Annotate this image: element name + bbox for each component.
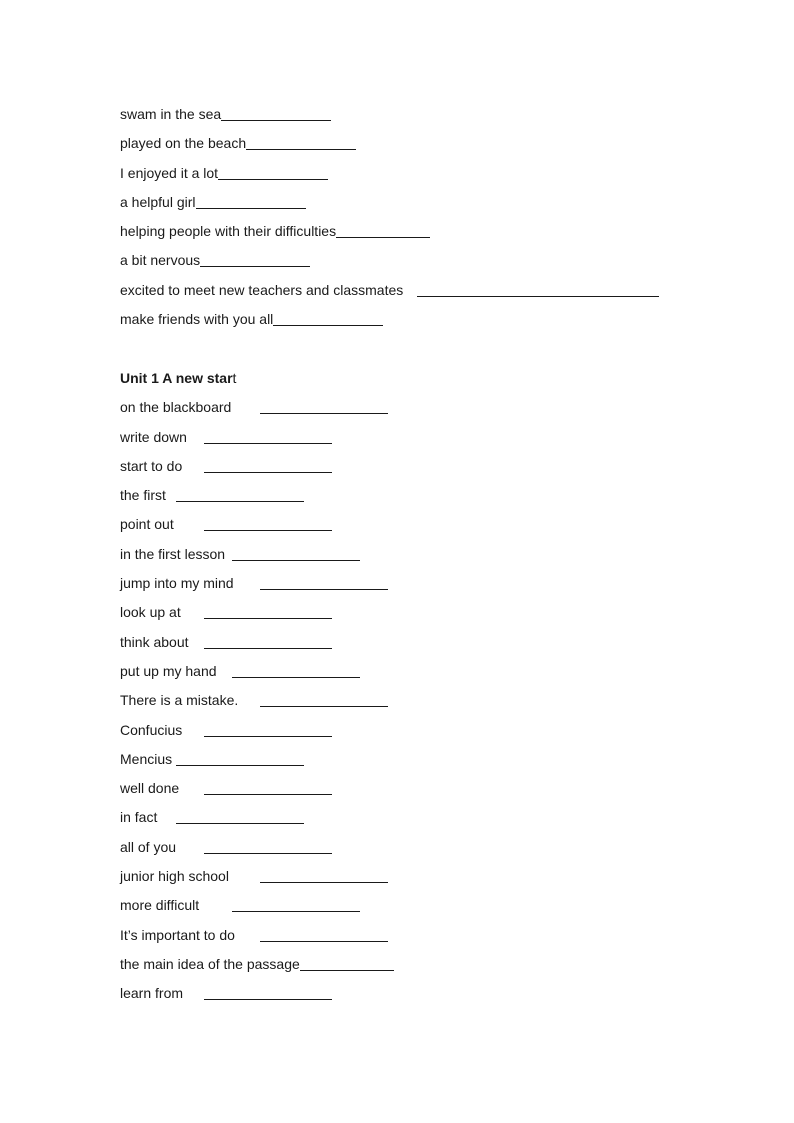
- answer-blank[interactable]: [417, 279, 659, 297]
- list-item: [120, 893, 720, 922]
- list-item: [120, 659, 720, 688]
- phrase-text: write down: [120, 428, 187, 445]
- list-item: [120, 161, 720, 190]
- list-item: [120, 190, 720, 219]
- list-item: [120, 805, 720, 834]
- phrase-list-1: [120, 102, 720, 336]
- phrase-text: in fact: [120, 809, 158, 826]
- list-item: [120, 981, 720, 1010]
- list-item: [120, 923, 720, 952]
- phrase-text: on the blackboard: [120, 399, 232, 416]
- list-item: [120, 131, 720, 160]
- phrase-text: the main idea of the passage: [120, 955, 300, 972]
- answer-blank[interactable]: [260, 396, 388, 414]
- list-item: [120, 512, 720, 541]
- list-item: [120, 688, 720, 717]
- phrase-text: a helpful girl: [120, 193, 196, 210]
- phrase-text: start to do: [120, 457, 183, 474]
- answer-blank[interactable]: [300, 953, 394, 971]
- list-item: [120, 776, 720, 805]
- phrase-text: a bit nervous: [120, 252, 201, 269]
- list-item: [120, 630, 720, 659]
- answer-blank[interactable]: [232, 543, 360, 561]
- list-item: [120, 102, 720, 131]
- phrase-text: helping people with their difficulties: [120, 223, 337, 240]
- answer-blank[interactable]: [260, 572, 388, 590]
- answer-blank[interactable]: [204, 631, 332, 649]
- phrase-text: swam in the sea: [120, 106, 222, 122]
- phrase-text: look up at: [120, 604, 181, 621]
- unit-heading-tail: t: [232, 370, 237, 386]
- list-item: [120, 952, 720, 981]
- answer-blank[interactable]: [204, 455, 332, 473]
- list-item: [120, 864, 720, 893]
- phrase-text: excited to meet new teachers and classmates: [120, 281, 404, 298]
- answer-blank[interactable]: [218, 162, 328, 180]
- phrase-text: There is a mistake.: [120, 692, 239, 709]
- phrase-text: junior high school: [120, 868, 229, 885]
- answer-blank[interactable]: [204, 426, 332, 444]
- phrase-text: It’s important to do: [120, 926, 235, 943]
- list-item: [120, 248, 720, 277]
- list-item: [120, 571, 720, 600]
- list-item: [120, 835, 720, 864]
- answer-blank[interactable]: [176, 748, 304, 766]
- answer-blank[interactable]: [204, 982, 332, 1000]
- answer-blank[interactable]: [176, 806, 304, 824]
- list-item: [120, 278, 720, 307]
- list-item: [120, 600, 720, 629]
- phrase-text: jump into my mind: [120, 575, 234, 592]
- answer-blank[interactable]: [200, 249, 310, 267]
- answer-blank[interactable]: [204, 777, 332, 795]
- phrase-text: put up my hand: [120, 662, 217, 679]
- list-item: [120, 219, 720, 248]
- phrase-text: point out: [120, 516, 174, 533]
- list-item: [120, 483, 720, 512]
- answer-blank[interactable]: [204, 513, 332, 531]
- answer-blank[interactable]: [232, 894, 360, 912]
- unit-1-section: [120, 366, 720, 1011]
- list-item: [120, 454, 720, 483]
- list-item: [120, 542, 720, 571]
- answer-blank[interactable]: [246, 132, 356, 150]
- list-item: [120, 395, 720, 424]
- answer-blank[interactable]: [273, 308, 383, 326]
- phrase-text: the first: [120, 487, 166, 504]
- phrase-text: think about: [120, 633, 189, 650]
- phrase-text: in the first lesson: [120, 545, 226, 562]
- answer-blank[interactable]: [221, 103, 331, 121]
- phrase-text: more difficult: [120, 897, 200, 914]
- list-item: [120, 718, 720, 747]
- answer-blank[interactable]: [260, 924, 388, 942]
- phrase-text: learn from: [120, 985, 184, 1002]
- answer-blank[interactable]: [232, 660, 360, 678]
- answer-blank[interactable]: [260, 865, 388, 883]
- answer-blank[interactable]: [204, 836, 332, 854]
- list-item: [120, 747, 720, 776]
- unit-heading: [120, 366, 720, 395]
- answer-blank[interactable]: [196, 191, 306, 209]
- phrase-text: all of you: [120, 838, 177, 855]
- answer-blank[interactable]: [176, 484, 304, 502]
- answer-blank[interactable]: [204, 601, 332, 619]
- phrase-text: Confucius: [120, 721, 183, 738]
- phrase-text: make friends with you all: [120, 311, 274, 328]
- answer-blank[interactable]: [204, 719, 332, 737]
- phrase-text: Mencius: [120, 750, 173, 767]
- answer-blank[interactable]: [260, 689, 388, 707]
- list-item: [120, 425, 720, 454]
- unit-heading-text: Unit 1 A new star: [120, 370, 233, 386]
- phrase-text: I enjoyed it a lot: [120, 164, 219, 181]
- phrase-text: well done: [120, 780, 180, 797]
- list-item: [120, 307, 720, 336]
- phrase-text: played on the beach: [120, 135, 247, 152]
- answer-blank[interactable]: [336, 220, 430, 238]
